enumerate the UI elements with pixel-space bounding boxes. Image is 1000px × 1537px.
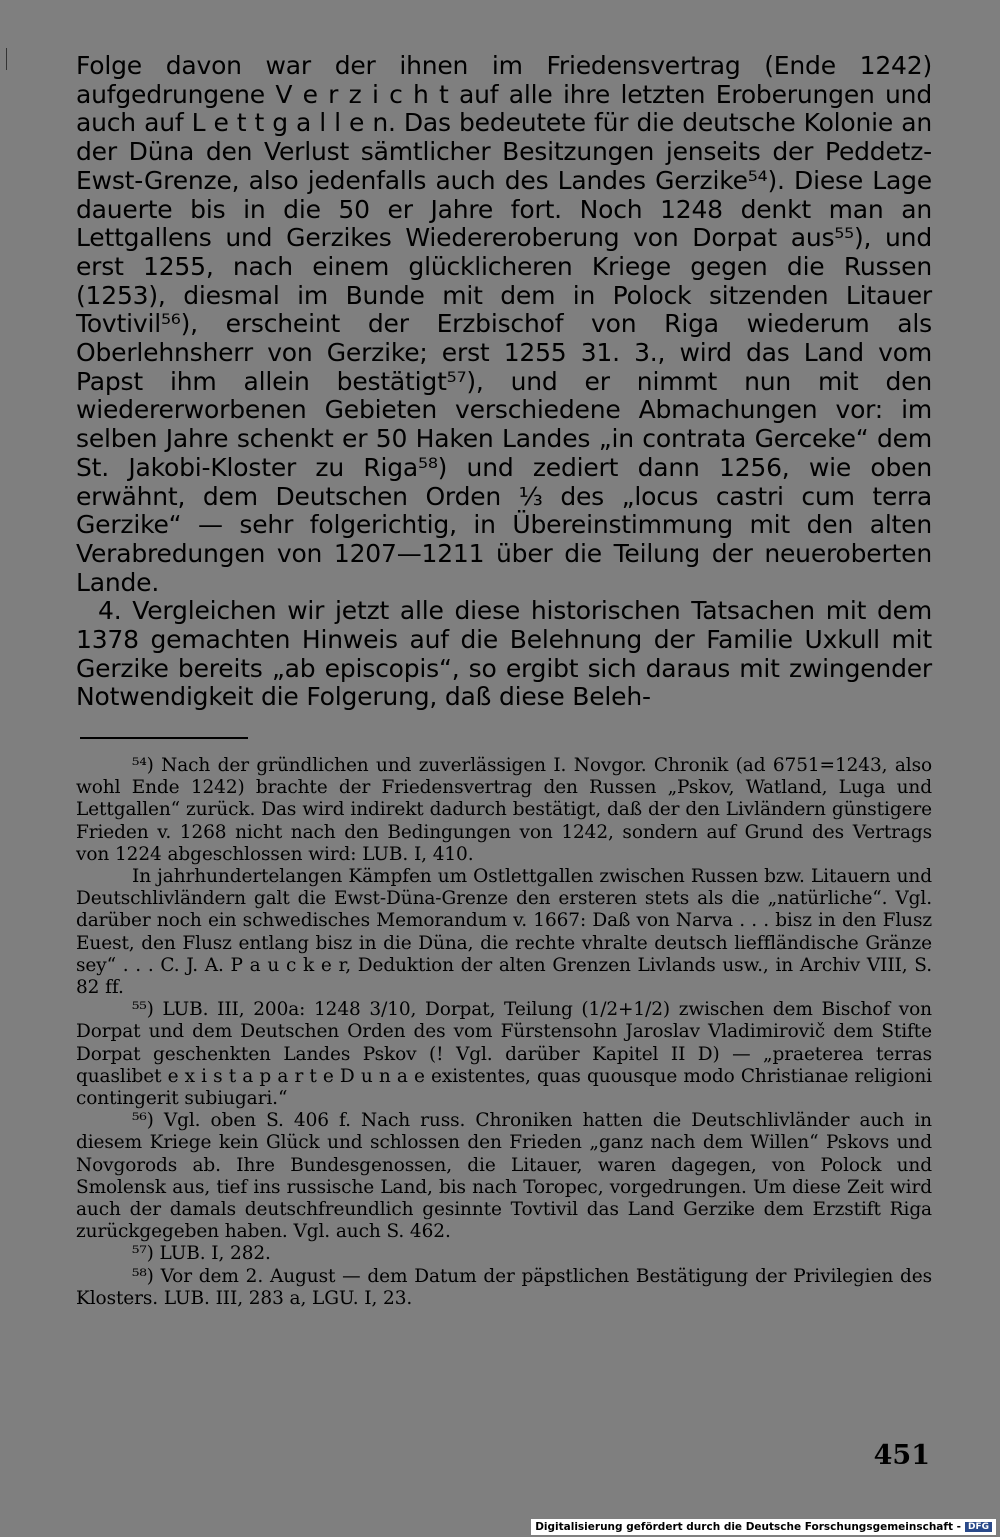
dfg-logo: DFG bbox=[965, 1522, 992, 1532]
paragraph-1: Folge davon war der ihnen im Friedensvertrag (Ende 1242) aufgedrungene V e r z i c h t auf alle ihre letzten Eroberungen und auch auf L e t t g a l l e n. Das bedeutete für die deutsche Kolonie an der Düna den Verlust sämtlicher Besitzungen jenseits der Peddetz-Ewst-Grenze, also jedenfalls auch des Landes Gerzike⁵⁴). Diese Lage dauerte bis in die 50 er Jahre fort. Noch 1248 denkt man an Lettgallens und Gerzikes Wiedereroberung von Dorpat aus⁵⁵), und erst 1255, nach einem glücklicheren Kriege gegen die Russen (1253), diesmal im Bunde mit dem in Polock sitzenden Litauer Tovtivil⁵⁶), erscheint der Erzbischof von Riga wiederum als Oberlehnsherr von Gerzike; erst 1255 31. 3., wird das Land vom Papst ihm allein bestätigt⁵⁷), und er nimmt nun mit den wiedererworbenen Gebieten verschiedene Abmachungen vor: im selben Jahre schenkt er 50 Haken Landes „in contrata Gerceke“ dem St. Jakobi-Kloster zu Riga⁵⁸) und zediert dann 1256, wie oben erwähnt, dem Deutschen Orden ⅓ des „locus castri cum terra Gerzike“ — sehr folgerichtig, in Übereinstimmung mit den alten Verabredungen von 1207—1211 über die Teilung der neueroberten Lande. bbox=[76, 51, 932, 597]
footnotes bbox=[76, 755, 932, 1310]
footnote-58: ⁵⁸) Vor dem 2. August — dem Datum der päpstlichen Bestätigung der Privilegien des Klosters. LUB. III, 283 a, LGU. I, 23. bbox=[76, 1265, 932, 1309]
main-text bbox=[76, 52, 932, 712]
credit-text: Digitalisierung gefördert durch die Deutsche Forschungsgemeinschaft - bbox=[535, 1521, 961, 1533]
page-number: 451 bbox=[873, 1440, 930, 1471]
paragraph-2: 4. Vergleichen wir jetzt alle diese historischen Tatsachen mit dem 1378 gemachten Hinweis auf die Belehnung der Familie Uxkull mit Gerzike bereits „ab episcopis“, so ergibt sich daraus mit zwingender Notwendigkeit die Folgerung, daß diese Beleh- bbox=[76, 596, 932, 712]
footnote-56: ⁵⁶) Vgl. oben S. 406 f. Nach russ. Chroniken hatten die Deutschlivländer auch in diesem Kriege kein Glück und schlossen den Frieden „ganz nach dem Willen“ Pskovs und Novgorods ab. Ihre Bundesgenossen, die Litauer, waren dagegen, von Polock und Smolensk aus, tief ins russische Land, bis nach Toropec, vorgedrungen. Um diese Zeit wird auch der damals deutschfreundlich gesinnte Tovtivil das Land Gerzike dem Erzstift Riga zurückgegeben haben. Vgl. auch S. 462. bbox=[76, 1110, 932, 1243]
scan-edge-mark bbox=[6, 48, 7, 70]
digitization-credit bbox=[531, 1519, 996, 1535]
footnote-55: ⁵⁵) LUB. III, 200a: 1248 3/10, Dorpat, Teilung (1/2+1/2) zwischen dem Bischof von Dorpat und dem Deutschen Orden des vom Fürstensohn Jaroslav Vladimirovič dem Stifte Dorpat geschenkten Landes Pskov (! Vgl. darüber Kapitel II D) — „praeterea terras quaslibet e x i s t a p a r t e D u n a e existentes, quas quousque modo Christianae religioni contingerit subiugari.“ bbox=[76, 999, 932, 1110]
footnote-54-continued: In jahrhundertelangen Kämpfen um Ostlettgallen zwischen Russen bzw. Litauern und Deutschlivländern galt die Ewst-Düna-Grenze den ersteren stets als die „natürliche“. Vgl. darüber noch ein schwedisches Memorandum v. 1667: Daß von Narva . . . bisz in den Flusz Euest, den Flusz entlang bisz in die Düna, die rechte vhralte deutsch lieffländische Gränze sey“ . . . C. J. A. P a u c k e r, Deduktion der alten Grenzen Livlands usw., in Archiv VIII, S. 82 ff. bbox=[76, 866, 932, 999]
footnote-separator bbox=[80, 737, 248, 739]
footnote-54: ⁵⁴) Nach der gründlichen und zuverlässigen I. Novgor. Chronik (ad 6751=1243, also wohl Ende 1242) brachte der Friedensvertrag den Russen „Pskov, Watland, Luga und Lettgallen“ zurück. Das wird indirekt dadurch bestätigt, daß der den Livländern günstigere Frieden v. 1268 nicht nach den Bedingungen von 1242, sondern auf Grund des Vertrags von 1224 abgeschlossen wird: LUB. I, 410. bbox=[76, 755, 932, 865]
footnote-57: ⁵⁷) LUB. I, 282. bbox=[132, 1243, 271, 1265]
